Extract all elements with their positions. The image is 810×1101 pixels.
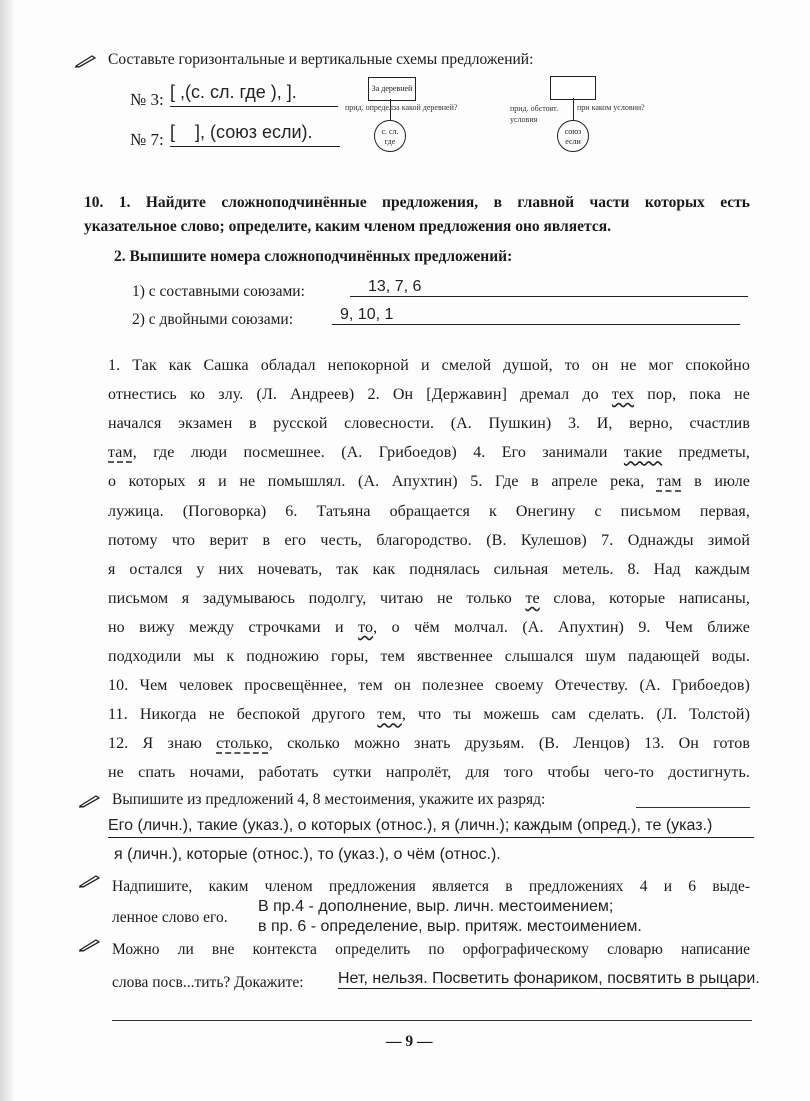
text-line xyxy=(108,677,750,695)
text-segment: пор, пока не xyxy=(634,386,750,404)
underlined-word: там xyxy=(108,444,133,462)
text-segment: я остался у них ночевать, так как поднялась сильная метель. 8. Над каждым xyxy=(108,560,750,578)
text-segment: письмом я задумываюсь подолгу, читаю не только xyxy=(108,589,526,607)
task10-q1: 10. 1. Найдите сложноподчинённые предложения, в главной части которых есть xyxy=(84,194,750,211)
pronouns-instruction: Выпишите из предложений 4, 8 местоимения, укажите их разряд: xyxy=(112,791,546,808)
text-segment: предметы, xyxy=(662,444,750,462)
text-line xyxy=(108,764,750,782)
n3-answer: [ ,(с. сл. где ), ]. xyxy=(170,82,338,107)
underlined-word: тем xyxy=(377,706,402,724)
text-line xyxy=(108,735,750,753)
text-line xyxy=(108,619,750,637)
page-number: — 9 — xyxy=(386,1033,433,1050)
scheme1-right-label: за какой деревней? xyxy=(393,103,458,112)
pencil-icon xyxy=(78,874,100,888)
scheme1-main-box: За деревней xyxy=(368,77,416,101)
text-segment: не спать ночами, работать сутки напролёт, для того чтобы чего-то достигнуть. xyxy=(108,764,750,782)
text-segment: о которых я и не помышлял. (А. Апухтин) 5. Где в апреле река, xyxy=(108,473,657,491)
pencil-icon xyxy=(74,54,96,68)
scheme1-subordinate-circle: с. сл. где xyxy=(374,120,406,152)
underlined-word: столько xyxy=(216,735,269,753)
text-segment: лужица. (Поговорка) 6. Татьяна обращается к Онегину с письмом первая, xyxy=(108,502,750,520)
text-segment: 10. Чем человек просвещённее, тем он полезнее своему Отечеству. (А. Грибоедов) xyxy=(108,677,750,695)
scheme1-left-label: прид. определ. xyxy=(345,103,395,112)
text-segment: , о чём молчал. (А. Апухтин) 9. Чем ближе xyxy=(373,618,751,636)
pronouns-answer-2: я (личн.), которые (относ.), то (указ.), о чём (относ.). xyxy=(114,846,501,863)
underlined-word: такие xyxy=(623,444,663,462)
text-segment: 12. Я знаю xyxy=(108,735,217,753)
text-segment: , где люди посмешнее. (А. Грибоедов) 4. Его занимали xyxy=(132,444,624,462)
answer-line xyxy=(636,807,750,808)
pencil-icon xyxy=(78,794,100,808)
a2-value: 9, 10, 1 xyxy=(332,306,740,325)
member-answer-1: В пр.4 - дополнение, выр. личн. местоимением; xyxy=(258,898,614,915)
text-segment: слова, которые написаны, xyxy=(539,589,751,607)
spelling-instruction-2: слова посв...тить? Докажите: xyxy=(112,974,304,991)
pronouns-answer-1: Его (личн.), такие (указ.), о которых (относ.), я (личн.); каждым (опред.), те (указ.) xyxy=(108,817,754,838)
task1-instruction: Составьте горизонтальные и вертикальные схемы предложений: xyxy=(108,51,534,68)
n7-label: № 7: xyxy=(130,130,164,149)
text-segment: но вижу между строчками и xyxy=(108,618,359,636)
text-line xyxy=(108,648,750,666)
underlined-word: то xyxy=(358,618,374,636)
scheme2-right-label: при каком условии? xyxy=(577,103,645,112)
text-segment: в июле xyxy=(681,473,750,491)
text-line xyxy=(108,473,750,491)
scan-edge-shadow xyxy=(0,0,14,1101)
text-line xyxy=(108,386,750,404)
n7-answer: [ ], (союз если). xyxy=(170,122,340,147)
text-line xyxy=(108,503,750,521)
task10-q1b: указательное слово; определите, каким членом предложения оно является. xyxy=(84,218,611,235)
task10-q2: 2. Выпишите номера сложноподчинённых предложений: xyxy=(114,248,513,265)
a1-value: 13, 7, 6 xyxy=(350,278,748,297)
n3-label: № 3: xyxy=(130,90,164,109)
text-line xyxy=(108,532,750,550)
text-line xyxy=(108,415,750,433)
text-line xyxy=(108,357,750,375)
underlined-word: там xyxy=(656,473,682,491)
text-line xyxy=(108,561,750,579)
member-answer-2: в пр. 6 - определение, выр. притяж. местоимением. xyxy=(258,918,642,935)
text-segment: 11. Никогда не беспокой другого xyxy=(108,706,378,724)
text-line xyxy=(108,706,750,724)
pencil-icon xyxy=(78,938,100,952)
spelling-instruction: Можно ли вне контекста определить по орфографическому словарю написание xyxy=(112,941,750,958)
text-segment: начался экзамен в русской словесности. (А. Пушкин) 3. И, верно, счастлив xyxy=(108,415,750,433)
member-instruction: Надпишите, каким членом предложения является в предложениях 4 и 6 выде- xyxy=(112,878,750,895)
a1-label: 1) с составными союзами: xyxy=(132,283,305,300)
scheme2-subordinate-circle: союз если xyxy=(557,120,589,152)
text-line xyxy=(108,444,750,462)
text-segment: , сколько можно знать друзьям. (В. Ленцов) 13. Он готов xyxy=(268,735,750,753)
underlined-word: те xyxy=(525,589,540,607)
scheme2-arrow xyxy=(573,98,574,121)
text-segment: отнестись ко злу. (Л. Андреев) 2. Он [Державин] дремал до xyxy=(108,386,612,404)
text-segment: потому что верит в его честь, благородство. (В. Кулешов) 7. Однажды зимой xyxy=(108,531,750,549)
member-instruction-2: ленное слово его. xyxy=(112,909,228,926)
a2-label: 2) с двойными союзами: xyxy=(132,311,293,328)
footer-rule xyxy=(112,1020,752,1021)
underlined-word: тех xyxy=(611,386,635,404)
spelling-answer: Нет, нельзя. Посветить фонариком, посвятить в рыцари. xyxy=(338,970,760,987)
text-line xyxy=(108,590,750,608)
text-segment: подходили мы к подножию горы, тем явственнее слышался шум падающей воды. xyxy=(108,648,750,665)
scheme2-left-label: прид. обстоят. условия xyxy=(510,104,559,124)
text-segment: 1. Так как Сашка обладал непокорной и смелой душой, то он не мог спокойно xyxy=(108,357,750,374)
scheme2-main-box xyxy=(550,76,596,100)
text-segment: , что ты можешь сам сделать. (Л. Толстой) xyxy=(401,706,750,724)
